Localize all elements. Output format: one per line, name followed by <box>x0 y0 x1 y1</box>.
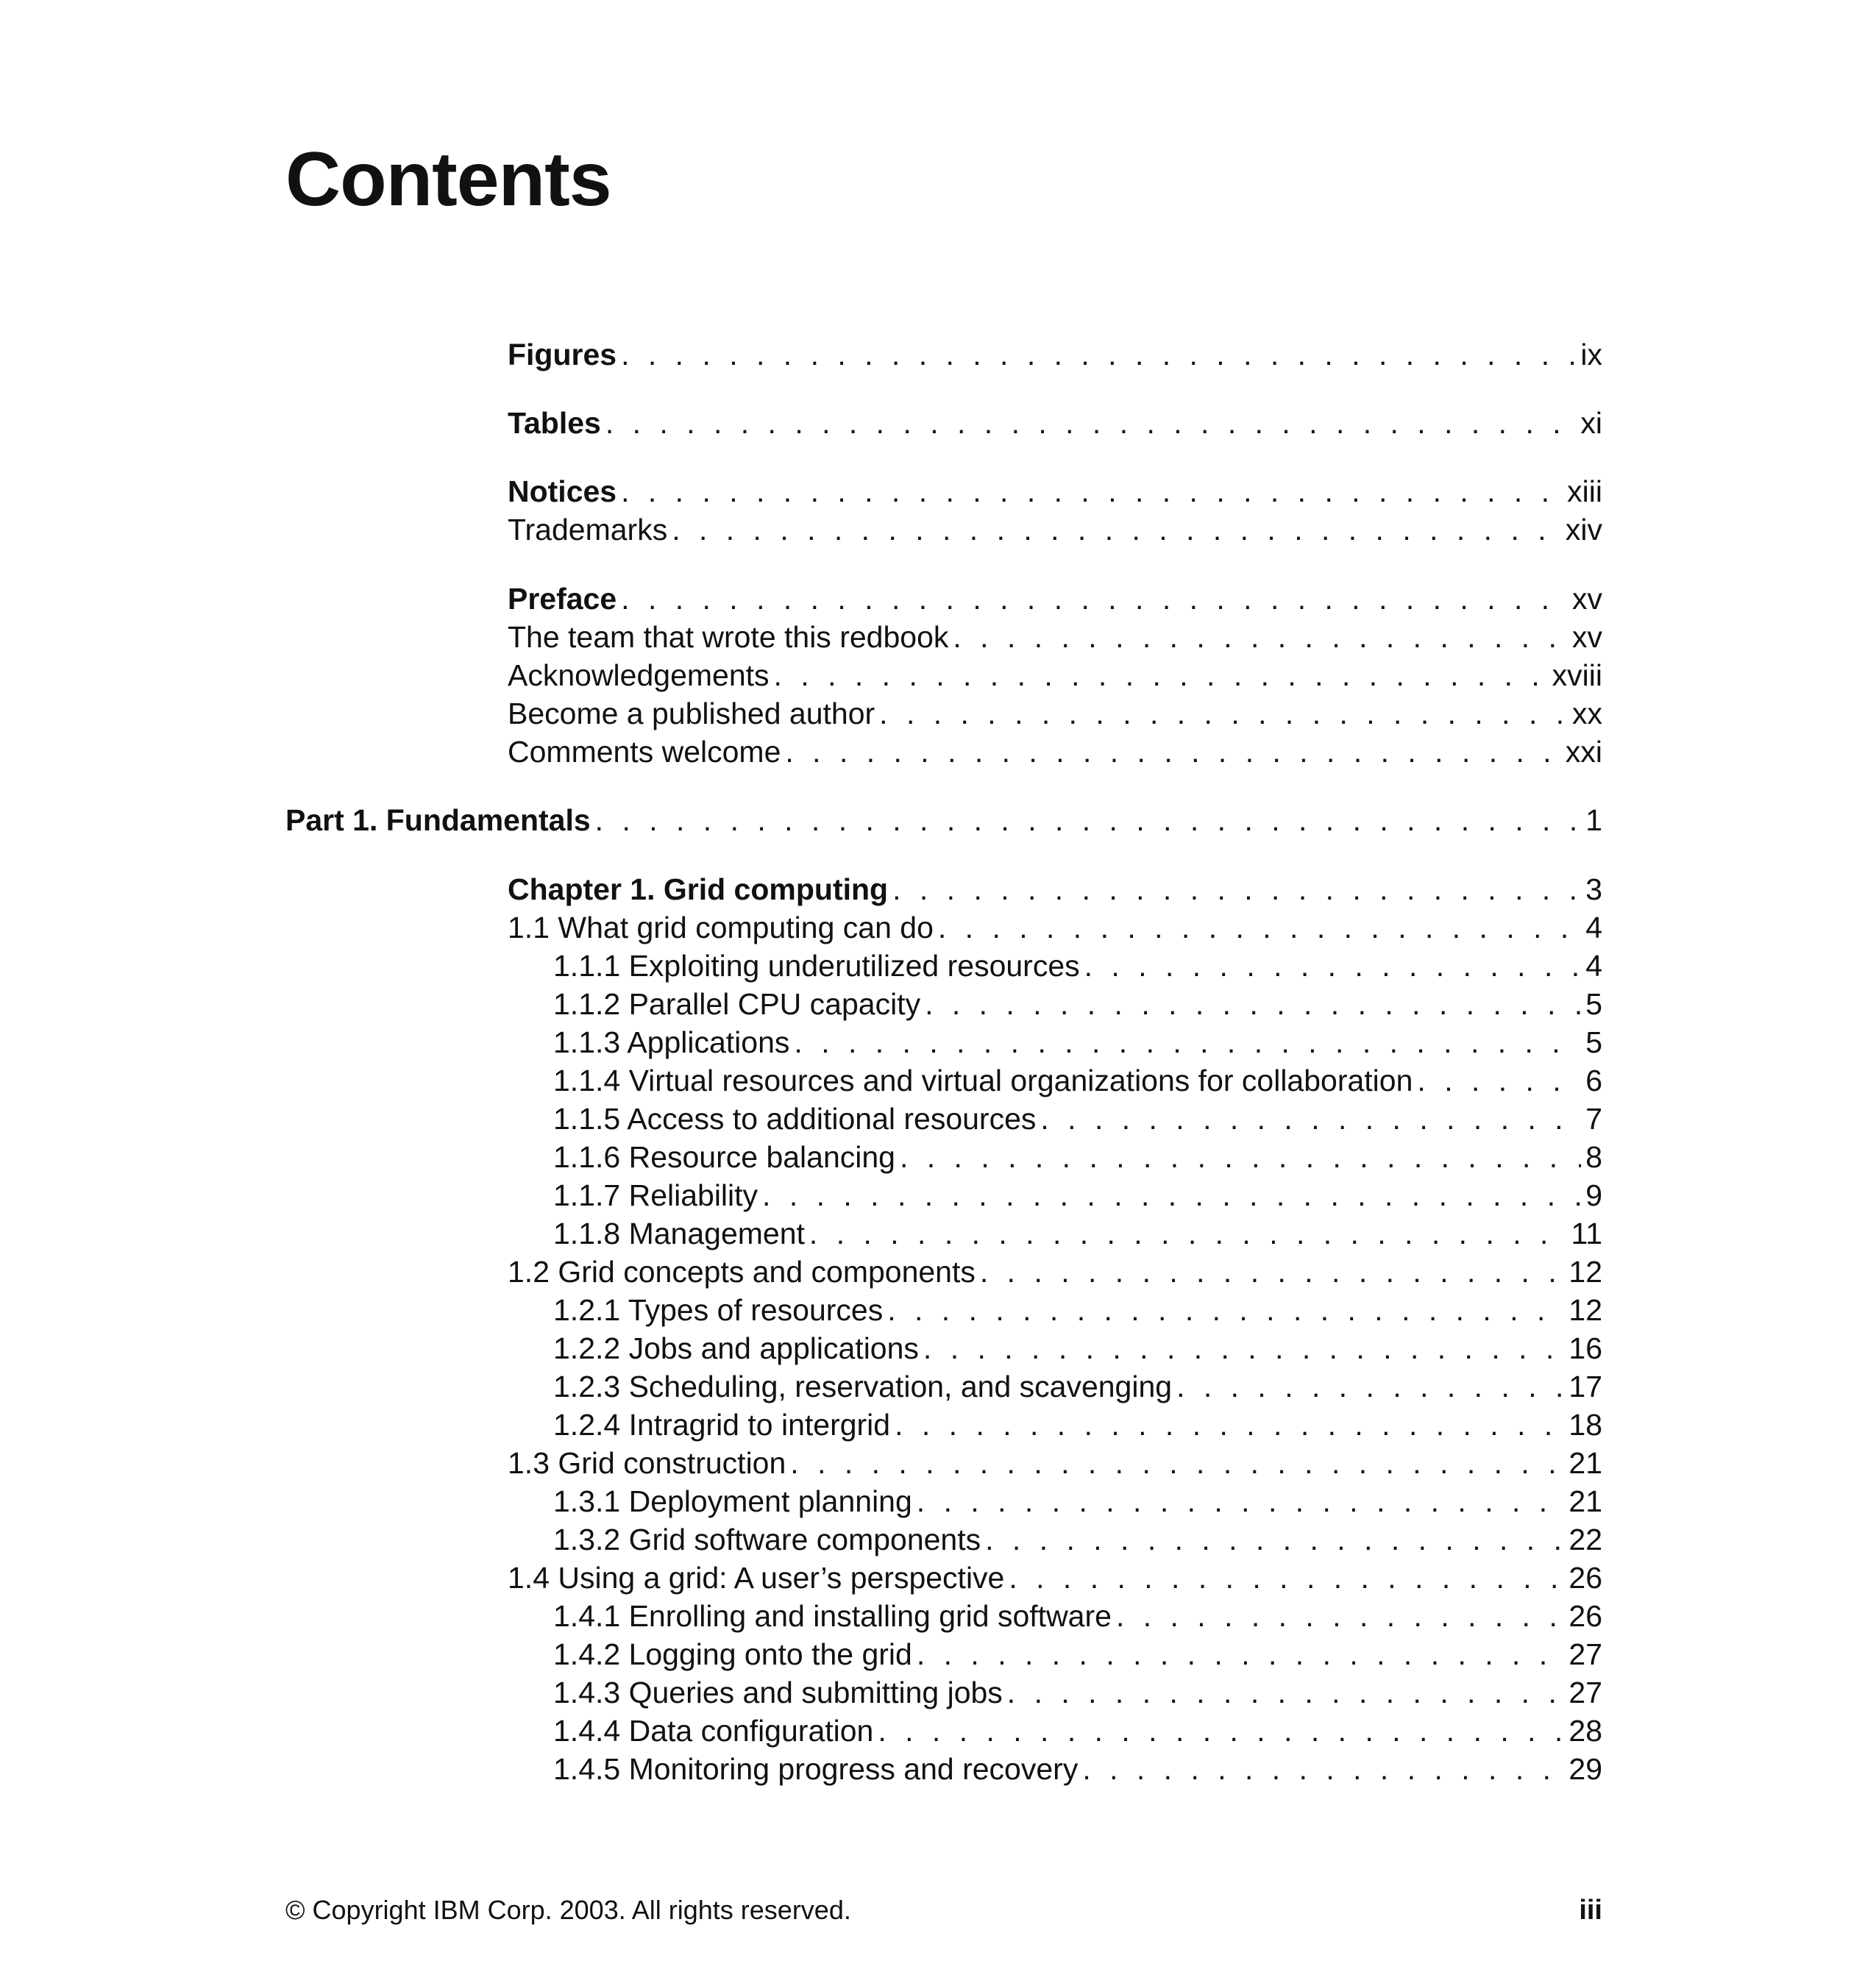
toc-dot-leader <box>1082 1750 1564 1788</box>
toc-entry-page: xiv <box>1565 513 1602 547</box>
toc-entry[interactable] <box>285 801 1602 839</box>
toc-entry-page: xi <box>1580 406 1602 440</box>
toc-entry-page: 12 <box>1568 1293 1602 1327</box>
toc-entry[interactable] <box>508 870 1602 908</box>
toc-dot-leader <box>900 1138 1581 1176</box>
toc-entry-page: 27 <box>1568 1676 1602 1709</box>
toc-dot-leader <box>923 1329 1564 1367</box>
toc-entry[interactable] <box>553 1673 1602 1712</box>
toc-entry-page: xx <box>1572 697 1602 730</box>
toc-entry-label: 1.1.6 Resource balancing <box>553 1140 895 1174</box>
toc-entry-label: Trademarks <box>508 513 668 547</box>
toc-entry-label: 1.1.5 Access to additional resources <box>553 1102 1037 1136</box>
toc-dot-leader <box>895 1406 1564 1444</box>
toc-entry[interactable] <box>553 1712 1602 1750</box>
toc-dot-leader <box>605 404 1577 442</box>
toc-entry-page: xv <box>1572 620 1602 654</box>
toc-entry-page: 27 <box>1568 1637 1602 1671</box>
toc-dot-leader <box>1116 1597 1564 1635</box>
toc-entry-label: 1.4 Using a grid: A user’s perspective <box>508 1561 1005 1595</box>
toc-entry-page: 12 <box>1568 1255 1602 1289</box>
toc-entry-label: 1.2.3 Scheduling, reservation, and scavenging <box>553 1370 1173 1403</box>
toc-entry[interactable] <box>553 1176 1602 1214</box>
toc-entry-label: Acknowledgements <box>508 658 770 692</box>
toc-dot-leader <box>917 1635 1565 1673</box>
toc-entry-page: 1 <box>1585 803 1602 837</box>
toc-entry[interactable] <box>553 1214 1602 1253</box>
toc-dot-leader <box>762 1176 1581 1214</box>
toc-entry[interactable] <box>508 908 1602 947</box>
toc-entry-label: 1.4.5 Monitoring progress and recovery <box>553 1752 1079 1786</box>
toc-entry[interactable] <box>553 1061 1602 1100</box>
toc-entry-page: xiii <box>1567 474 1602 508</box>
toc-entry-page: 4 <box>1585 949 1602 983</box>
toc-entry-label: 1.4.2 Logging onto the grid <box>553 1637 912 1671</box>
toc-entry-page: 18 <box>1568 1408 1602 1442</box>
toc-entry-page: xviii <box>1552 658 1602 692</box>
toc-entry[interactable] <box>508 472 1602 510</box>
toc-entry[interactable] <box>508 1444 1602 1482</box>
toc-dot-leader <box>809 1214 1567 1253</box>
toc-dot-leader <box>1417 1061 1581 1100</box>
toc-entry-label: Part 1. Fundamentals <box>285 803 591 837</box>
toc-dot-leader <box>790 1444 1564 1482</box>
toc-entry[interactable] <box>553 985 1602 1023</box>
toc-entry[interactable] <box>553 1520 1602 1559</box>
page-footer <box>285 1895 1602 1932</box>
toc-entry-label: Figures <box>508 338 617 371</box>
toc-entry[interactable] <box>508 1253 1602 1291</box>
toc-entry-page: xxi <box>1565 735 1602 769</box>
toc-dot-leader <box>925 985 1581 1023</box>
toc-entry-label: 1.2.4 Intragrid to intergrid <box>553 1408 891 1442</box>
toc-entry-page: ix <box>1580 338 1602 371</box>
toc-dot-leader <box>794 1023 1581 1061</box>
toc-entry-label: 1.3.2 Grid software components <box>553 1523 981 1556</box>
toc-dot-leader <box>1084 947 1582 985</box>
toc-entry-page: 5 <box>1585 1025 1602 1059</box>
toc-entry-label: Tables <box>508 406 601 440</box>
toc-entry-label: 1.3.1 Deployment planning <box>553 1484 912 1518</box>
toc-dot-leader <box>595 801 1582 839</box>
toc-entry[interactable] <box>508 404 1602 442</box>
toc-entry-label: Notices <box>508 474 617 508</box>
toc-entry-label: 1.2.2 Jobs and applications <box>553 1331 919 1365</box>
toc-entry[interactable] <box>553 1597 1602 1635</box>
toc-entry-page: 8 <box>1585 1140 1602 1174</box>
toc-entry-label: 1.2 Grid concepts and components <box>508 1255 976 1289</box>
toc-entry-label: 1.1.3 Applications <box>553 1025 790 1059</box>
copyright-notice: © Copyright IBM Corp. 2003. All rights reserved. <box>285 1895 851 1925</box>
toc-entry[interactable] <box>553 947 1602 985</box>
toc-entry-page: 28 <box>1568 1714 1602 1748</box>
toc-dot-leader <box>1007 1673 1565 1712</box>
toc-dot-leader <box>980 1253 1565 1291</box>
toc-entry[interactable] <box>508 656 1602 694</box>
toc-dot-leader <box>1176 1367 1564 1406</box>
toc-entry[interactable] <box>553 1329 1602 1367</box>
toc-dot-leader <box>985 1520 1564 1559</box>
toc-entry-label: Comments welcome <box>508 735 781 769</box>
toc-dot-leader <box>879 694 1568 733</box>
toc-entry[interactable] <box>553 1750 1602 1788</box>
toc-entry[interactable] <box>508 580 1602 618</box>
toc-entry-label: 1.3 Grid construction <box>508 1446 786 1480</box>
toc-entry-label: 1.2.1 Types of resources <box>553 1293 884 1327</box>
toc-entry-page: 21 <box>1568 1446 1602 1480</box>
toc-entry-page: 16 <box>1568 1331 1602 1365</box>
toc-dot-leader <box>621 580 1568 618</box>
toc-dot-leader <box>953 618 1568 656</box>
toc-dot-leader <box>1040 1100 1581 1138</box>
toc-dot-leader <box>887 1291 1564 1329</box>
toc-dot-leader <box>774 656 1548 694</box>
toc-entry-page: xv <box>1572 582 1602 616</box>
toc-dot-leader <box>621 335 1576 374</box>
toc-entry-label: 1.1.2 Parallel CPU capacity <box>553 987 921 1021</box>
toc-dot-leader <box>621 472 1563 510</box>
toc-dot-leader <box>785 733 1561 771</box>
toc-entry[interactable] <box>508 694 1602 733</box>
toc-entry-page: 29 <box>1568 1752 1602 1786</box>
toc-entry-label: Chapter 1. Grid computing <box>508 872 889 906</box>
toc-entry-page: 26 <box>1568 1561 1602 1595</box>
toc-entry-label: 1.1.7 Reliability <box>553 1178 758 1212</box>
toc-entry[interactable] <box>553 1138 1602 1176</box>
toc-entry-page: 17 <box>1568 1370 1602 1403</box>
toc-entry-page: 9 <box>1585 1178 1602 1212</box>
toc-entry[interactable] <box>553 1635 1602 1673</box>
toc-entry-label: 1.4.4 Data configuration <box>553 1714 874 1748</box>
page-number: iii <box>1579 1895 1602 1926</box>
toc-entry-label: Preface <box>508 582 617 616</box>
toc-dot-leader <box>1009 1559 1564 1597</box>
toc-entry-page: 21 <box>1568 1484 1602 1518</box>
toc-entry-label: 1.1.4 Virtual resources and virtual organizations for collaboration <box>553 1064 1413 1097</box>
toc-entry[interactable] <box>508 510 1602 549</box>
toc-entry-page: 5 <box>1585 987 1602 1021</box>
toc-dot-leader <box>917 1482 1565 1520</box>
toc-entry-page: 3 <box>1585 872 1602 906</box>
toc-entry-page: 6 <box>1585 1064 1602 1097</box>
page-title: Contents <box>285 137 611 222</box>
toc-entry-page: 11 <box>1571 1217 1602 1250</box>
toc-entry-page: 22 <box>1568 1523 1602 1556</box>
toc-entry-label: 1.1.1 Exploiting underutilized resources <box>553 949 1080 983</box>
toc-entry-label: 1.1.8 Management <box>553 1217 805 1250</box>
toc-dot-leader <box>672 510 1561 549</box>
toc-entry[interactable] <box>508 733 1602 771</box>
toc-dot-leader <box>878 1712 1564 1750</box>
toc-entry[interactable] <box>508 1559 1602 1597</box>
toc-entry[interactable] <box>553 1367 1602 1406</box>
toc-entry[interactable] <box>553 1291 1602 1329</box>
toc-dot-leader <box>938 908 1581 947</box>
toc-dot-leader <box>892 870 1581 908</box>
toc-entry-page: 4 <box>1585 911 1602 944</box>
toc-entry-page: 26 <box>1568 1599 1602 1633</box>
toc-entry-page: 7 <box>1585 1102 1602 1136</box>
toc-entry-label: 1.1 What grid computing can do <box>508 911 934 944</box>
toc-entry[interactable] <box>508 335 1602 374</box>
toc-entry[interactable] <box>553 1023 1602 1061</box>
toc-entry[interactable] <box>553 1406 1602 1444</box>
toc-entry-label: Become a published author <box>508 697 875 730</box>
toc-entry-label: 1.4.3 Queries and submitting jobs <box>553 1676 1003 1709</box>
toc-entry-label: The team that wrote this redbook <box>508 620 949 654</box>
toc-entry[interactable] <box>553 1482 1602 1520</box>
toc-entry-label: 1.4.1 Enrolling and installing grid software <box>553 1599 1112 1633</box>
toc-entry[interactable] <box>508 618 1602 656</box>
toc-entry[interactable] <box>553 1100 1602 1138</box>
